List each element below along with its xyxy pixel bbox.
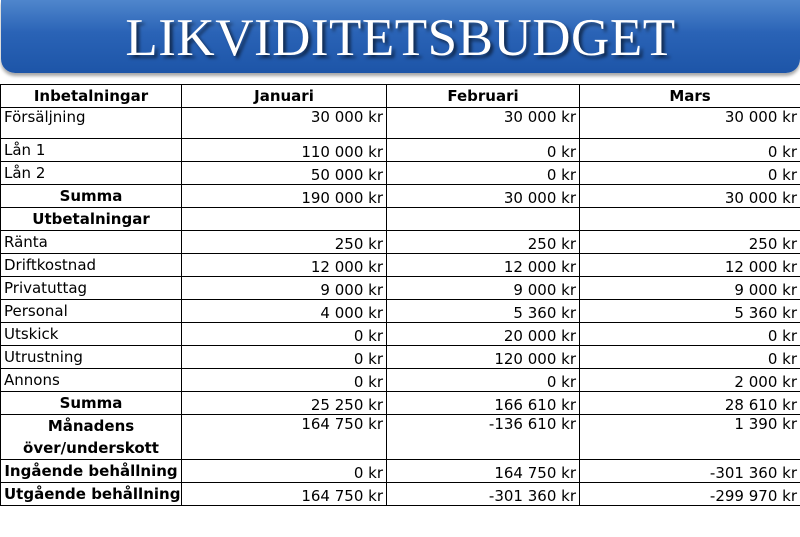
cell-value: -136 610 kr — [387, 415, 580, 460]
table-row — [1, 254, 800, 277]
cell-value: 164 750 kr — [182, 415, 387, 460]
table-row — [1, 277, 800, 300]
row-label: Lån 2 — [1, 162, 182, 185]
utgaende-label: Utgående behållning — [1, 483, 182, 506]
summa-label: Summa — [1, 392, 182, 415]
cell-value: 9 000 kr — [387, 277, 580, 300]
section-header-inbetalningar: Inbetalningar — [1, 85, 182, 108]
row-label: Driftkostnad — [1, 254, 182, 277]
cell-value: 164 750 kr — [182, 483, 387, 506]
month-header: Mars — [580, 85, 800, 108]
cell-value: 12 000 kr — [182, 254, 387, 277]
cell-value: 0 kr — [182, 369, 387, 392]
cell-value: 0 kr — [580, 323, 800, 346]
section-header-utbetalningar: Utbetalningar — [1, 208, 182, 231]
row-label: Ränta — [1, 231, 182, 254]
manadens-label: Månadens över/underskott — [1, 415, 182, 460]
cell-value: 30 000 kr — [387, 108, 580, 139]
table-row — [1, 323, 800, 346]
summa-row — [1, 392, 800, 415]
row-label: Försäljning — [1, 108, 182, 139]
table-row — [1, 369, 800, 392]
cell-value: 166 610 kr — [387, 392, 580, 415]
cell-value: 4 000 kr — [182, 300, 387, 323]
cell-value: 164 750 kr — [387, 460, 580, 483]
cell-value: 28 610 kr — [580, 392, 800, 415]
cell-value: 0 kr — [182, 346, 387, 369]
cell-value: 0 kr — [580, 162, 800, 185]
cell-value: 190 000 kr — [182, 185, 387, 208]
cell-value: 30 000 kr — [580, 185, 800, 208]
title-banner — [1, 0, 800, 73]
cell-value: 9 000 kr — [182, 277, 387, 300]
cell-value: -301 360 kr — [580, 460, 800, 483]
row-label: Lån 1 — [1, 139, 182, 162]
cell-value: 0 kr — [580, 346, 800, 369]
table-row — [1, 139, 800, 162]
cell-value: 250 kr — [580, 231, 800, 254]
cell-value: 0 kr — [387, 369, 580, 392]
page-title: LIKVIDITETSBUDGET — [125, 9, 676, 67]
header-row — [1, 85, 800, 108]
ingaende-label: Ingående behållning — [1, 460, 182, 483]
cell-value: 0 kr — [387, 139, 580, 162]
empty-cell — [182, 208, 387, 231]
row-label: Utskick — [1, 323, 182, 346]
cell-value: 120 000 kr — [387, 346, 580, 369]
cell-value: 110 000 kr — [182, 139, 387, 162]
table-row — [1, 346, 800, 369]
cell-value: 1 390 kr — [580, 415, 800, 460]
cell-value: 30 000 kr — [182, 108, 387, 139]
table-row — [1, 231, 800, 254]
table-row — [1, 108, 800, 139]
cell-value: 0 kr — [387, 162, 580, 185]
empty-cell — [580, 208, 800, 231]
cell-value: 250 kr — [182, 231, 387, 254]
cell-value: 30 000 kr — [580, 108, 800, 139]
cell-value: 20 000 kr — [387, 323, 580, 346]
utgaende-row — [1, 483, 800, 506]
cell-value: -299 970 kr — [580, 483, 800, 506]
summa-row — [1, 185, 800, 208]
row-label: Personal — [1, 300, 182, 323]
cell-value: 0 kr — [182, 323, 387, 346]
row-label: Utrustning — [1, 346, 182, 369]
empty-cell — [387, 208, 580, 231]
row-label: Annons — [1, 369, 182, 392]
month-header: Februari — [387, 85, 580, 108]
cell-value: 25 250 kr — [182, 392, 387, 415]
budget-table — [0, 84, 800, 506]
table-row — [1, 162, 800, 185]
summa-label: Summa — [1, 185, 182, 208]
cell-value: 5 360 kr — [580, 300, 800, 323]
cell-value: -301 360 kr — [387, 483, 580, 506]
cell-value: 9 000 kr — [580, 277, 800, 300]
month-header: Januari — [182, 85, 387, 108]
cell-value: 5 360 kr — [387, 300, 580, 323]
row-label: Privatuttag — [1, 277, 182, 300]
cell-value: 250 kr — [387, 231, 580, 254]
section-row-utbetalningar — [1, 208, 800, 231]
cell-value: 12 000 kr — [387, 254, 580, 277]
table-row — [1, 300, 800, 323]
cell-value: 50 000 kr — [182, 162, 387, 185]
manadens-row — [1, 415, 800, 460]
ingaende-row — [1, 460, 800, 483]
cell-value: 2 000 kr — [580, 369, 800, 392]
cell-value: 12 000 kr — [580, 254, 800, 277]
cell-value: 0 kr — [580, 139, 800, 162]
cell-value: 0 kr — [182, 460, 387, 483]
cell-value: 30 000 kr — [387, 185, 580, 208]
